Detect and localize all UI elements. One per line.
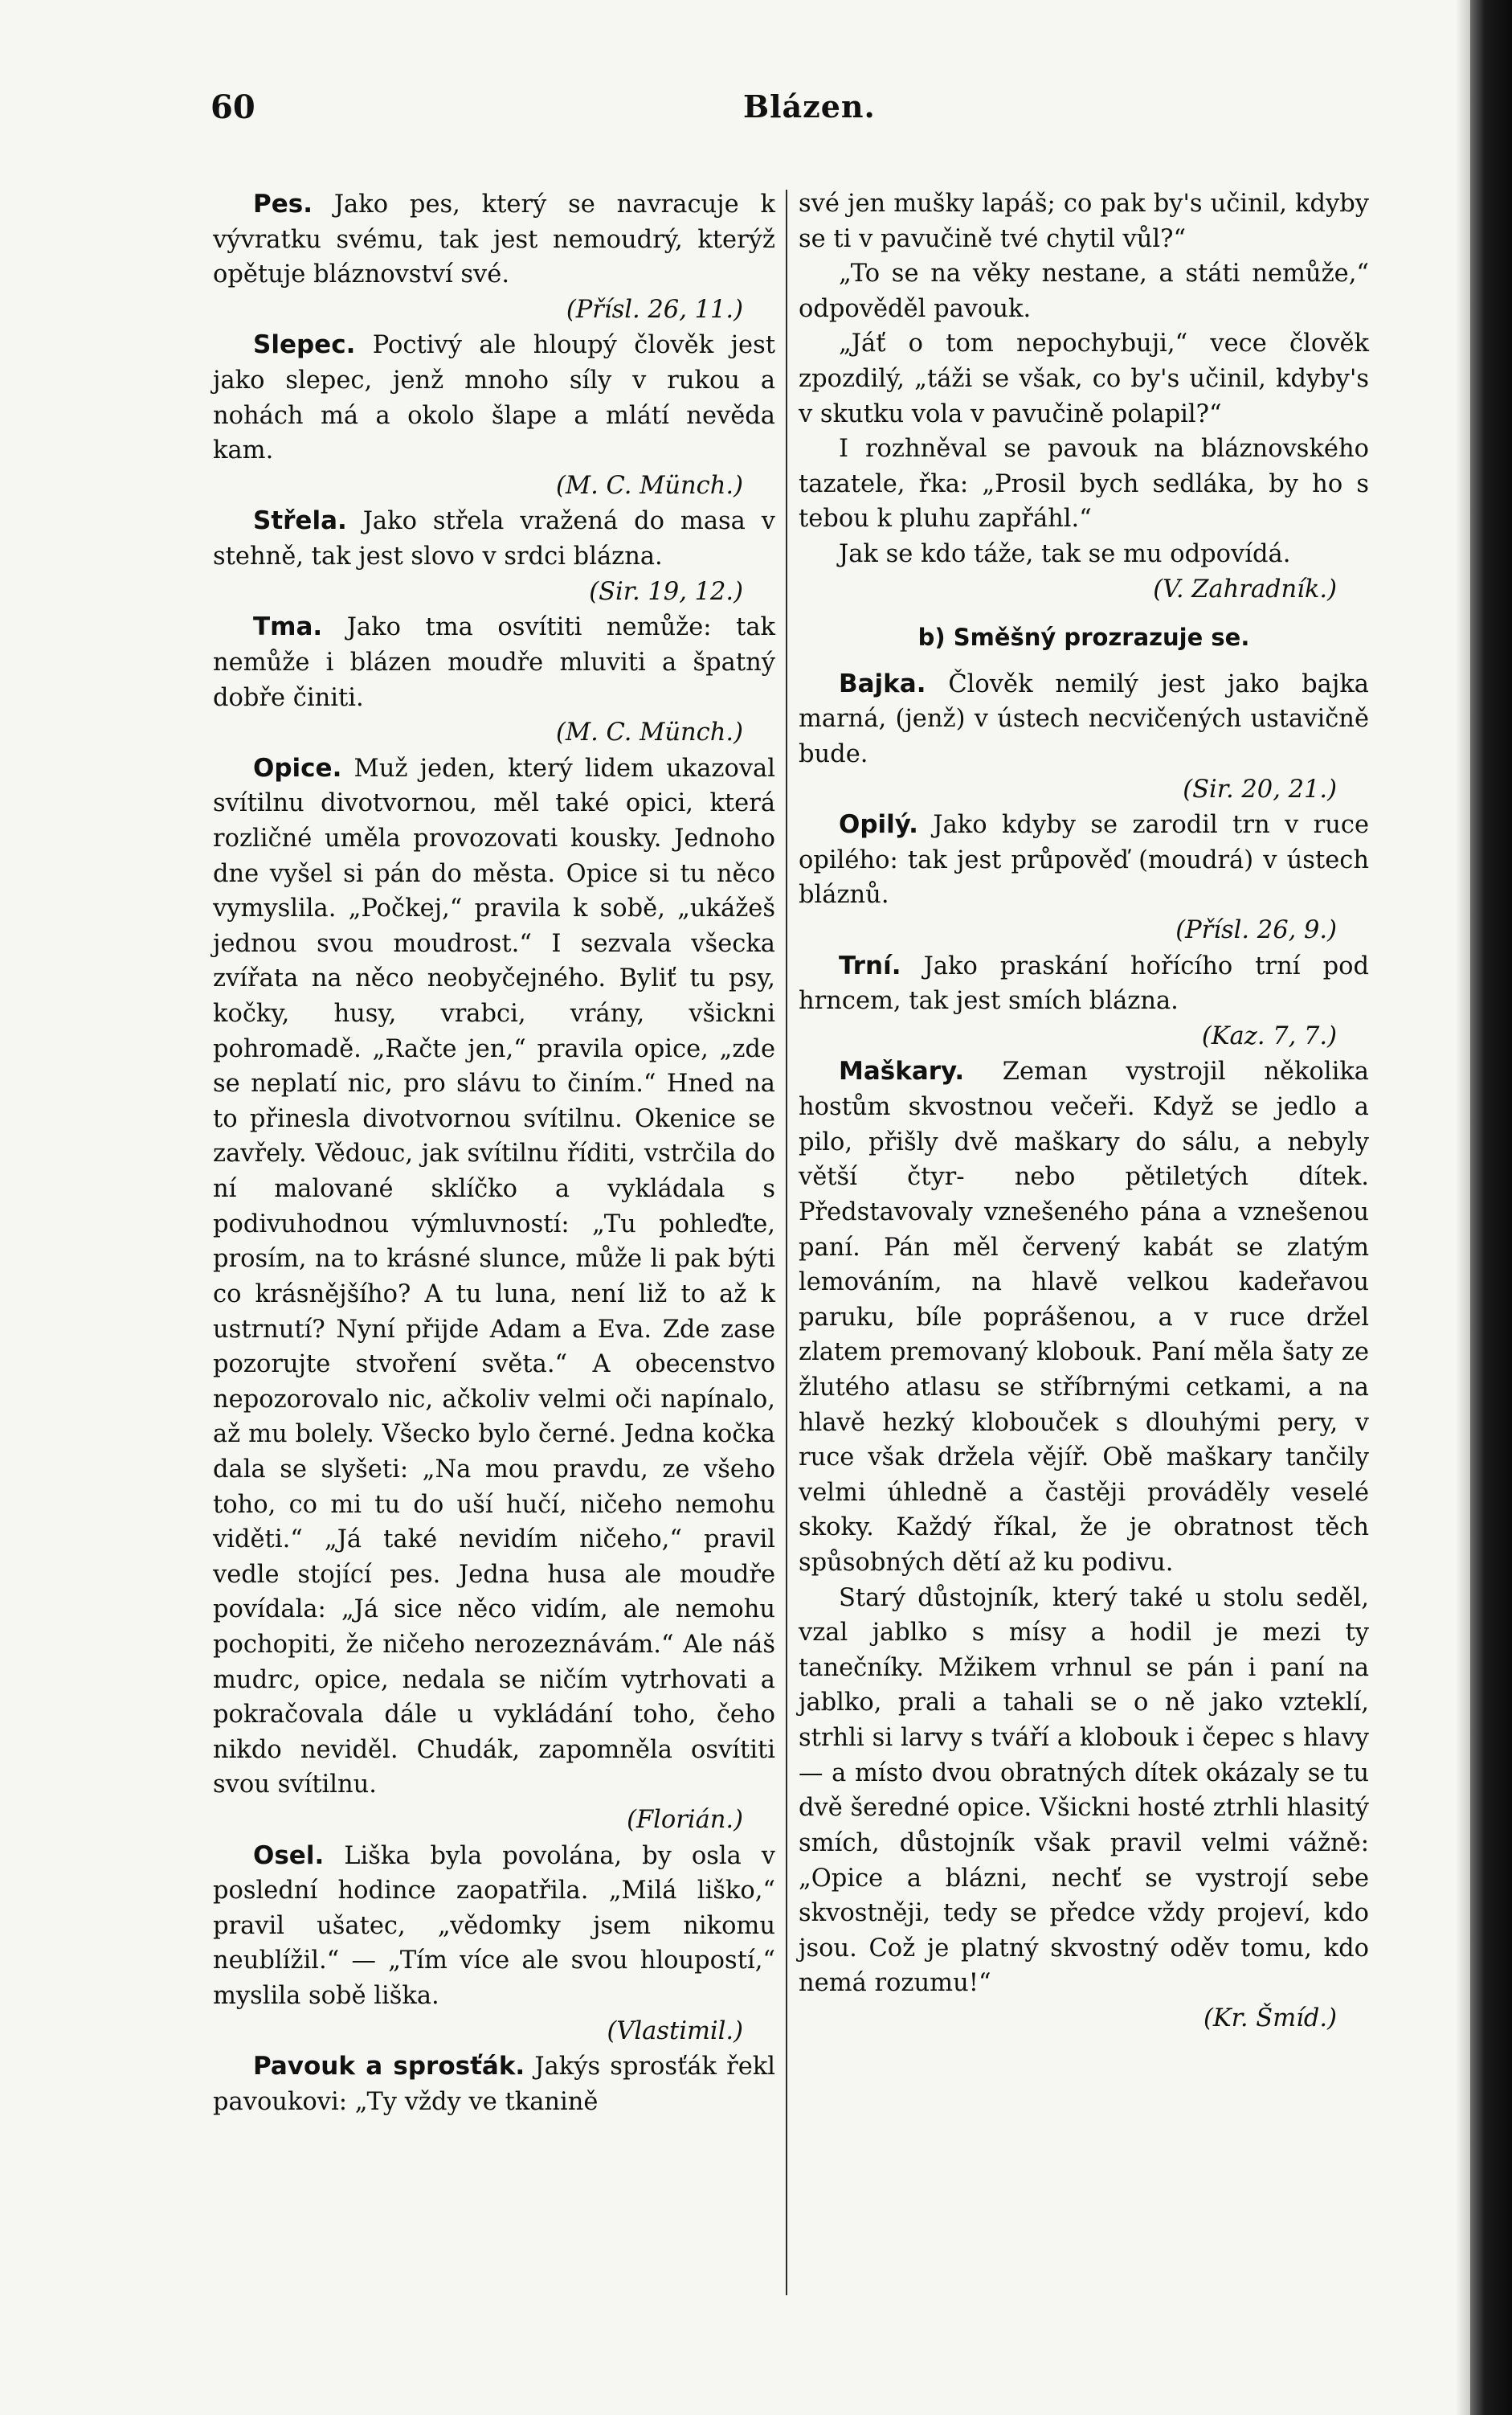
entry-opice [213,751,775,1803]
paragraph: „Jáť o tom nepochybuji,“ vece člověk zpozdilý, „táži se však, co by's učinil, kdyby's v skutku vola v pavučině polapil?“ [799,330,1369,428]
running-title: Blázen. [743,88,876,125]
entry-text: Zeman vystrojil několika hostům skvostnou večeři. Když se jedlo a pilo, přišly dvě maškary do sálu, a nebyly větší čtyr- nebo pětiletých dítek. Představovaly vznešeného pána a vznešenou paní. Pán měl červený kabát se zlatým lemováním, na hlavě velkou kadeřavou paruku, bíle poprášenou, a v ruce držel zlatem premovaný klobouk. Paní měla šaty ze žlutého atlasu se stříbrnými cetkami, a na hlavě hezký klobouček s dlouhými pery, v ruce však držela vějíř. Obě maškary tančily velmi úhledně a častěji prováděly veselé skoky. Každý říkal, že je obratnost těch spůsobných dětí až ku podivu. [799,1058,1369,1578]
paragraph: „To se na věky nestane, a státi nemůže,“ odpověděl pavouk. [799,260,1369,323]
entry-strela [213,503,775,574]
citation: (M. C. Münch.) [556,471,743,500]
citation: (Přísl. 26, 11.) [566,295,743,324]
citation: (Vlastimil.) [607,2016,743,2045]
headword: Slepec. [253,330,356,360]
citation: (Kr. Šmíd.) [1203,2004,1337,2032]
entry-text: Liška byla povolána, by osla v poslední hodince zaopatřila. „Milá liško,“ pravil ušatec, „vědomky jsem nikomu neublížil.“ — „Tím více ale svou hloupostí,“ myslila sobě liška. [213,1841,775,2011]
entry-trni [799,948,1369,1019]
paragraph: Jak se kdo táže, tak se mu odpovídá. [839,540,1291,569]
entry-text: Jako střela vražená do masa v stehně, tak jest slovo v srdci blázna. [213,507,775,571]
entry-opily [799,807,1369,913]
paragraph: I rozhněval se pavouk na bláznovského tazatele, řka: „Prosil bych sedláka, by ho s tebou k pluhu zapřáhl.“ [799,435,1369,534]
entry-text: Jako praskání hořícího trní pod hrncem, tak jest smích blázna. [799,952,1369,1016]
entry-text: Jako kdyby se zarodil trn v ruce opilého: tak jest průpověď (moudrá) v ústech bláznů. [799,811,1369,910]
citation: (V. Zahradník.) [1153,575,1337,604]
entry-bajka [799,666,1369,772]
page-header [0,88,1428,137]
headword: Opilý. [839,810,918,840]
headword: Trní. [839,951,901,980]
entry-maskary [799,1054,1369,1580]
entry-text: Poctivý ale hloupý člověk jest jako slepec, jenž mnoho síly v rukou a nohách má a okolo šlape a mlátí nevěda kam. [213,331,775,465]
page-edge [1456,0,1470,2415]
citation: (M. C. Münch.) [556,718,743,747]
page-number: 60 [210,88,255,126]
headword: Tma. [253,612,323,642]
entry-text: Jako tma osvítiti nemůže: tak nemůže i blázen moudře mluviti a špatný dobře činiti. [213,613,775,712]
citation: (Sir. 20, 21.) [1183,775,1337,804]
entry-tma [213,609,775,715]
entry-text: Jako pes, který se navracuje k vývratku svému, tak jest nemoudrý, kterýž opětuje bláznovství své. [213,190,775,289]
entry-pavouk-continued: své jen mušky lapáš; co pak by's učinil, kdyby se ti v pavučině tvé chytil vůl?“ [799,190,1369,253]
citation: (Sir. 19, 12.) [589,577,743,606]
paragraph: Starý důstojník, který také u stolu seděl, vzal jablko s mísy a hodil je mezi ty tanečníky. Mžikem vrhnul se pán i paní na jablko, prali a tahali se o ně jako vzteklí, strhli si larvy s tváří a klobouk i čepec s hlavy — a místo dvou obratných dítek okázaly se tu dvě šeredné opice. Všickni hosté ztrhli hlasitý smích, důstojník však pravil velmi vážně: „Opice a blázni, nechť se vystrojí sebe skvostněji, tedy se předce vždy projeví, kdo jsou. Což je platný skvostný oděv tomu, kdo nemá rozumu!“ [799,1583,1369,1998]
entry-text: Muž jeden, který lidem ukazoval svítilnu divotvornou, měl také opici, která rozličné uměla provozovati kousky. Jednoho dne vyšel si pán do města. Opice si tu něco vymyslila. „Počkej,“ pravila k sobě, „ukážeš jednou svou moudrost.“ I sezvala všecka zvířata na něco neobyčejného. Byliť tu psy, kočky, husy, vrabci, vrány, všickni pohromadě. „Račte jen,“ pravila opice, „zde se neplatí nic, pro slávu to činím.“ Hned na to přinesla divotvornou svítilnu. Okenice se zavřely. Vědouc, jak svítilnu říditi, vstrčila do ní malované sklíčko a vykládala s podivuhodnou výmluvností: „Tu pohleďte, prosím, na to krásné slunce, může li pak býti co krásnějšího? A tu luna, není liž to až k ustrnutí? Nyní přijde Adam a Eva. Zde zase pozorujte stvoření světa.“ A obecenstvo nepozorovalo nic, ačkoliv velmi oči napínalo, až mu bolely. Všecko bylo černé. Jedna kočka dala se slyšeti: „Na mou pravdu, ze všeho toho, co mi tu do uší hučí, ničeho nemohu viděti.“ „Já také nevidím ničeho,“ pravil vedle stojící pes. Jedna husa ale moudře povídala: „Já sice něco vidím, ale nemohu pochopiti, že ničeho nerozeznávám.“ Ale náš mudrc, opice, nedala se ničím vytrhovati a pokračovala dále u vykládání toho, čeho nikdo neviděl. Chudák, zapomněla osvítiti svou svítilnu. [213,754,775,1799]
headword: Bajka. [839,669,926,698]
entry-slepec [213,327,775,468]
section-heading: b) Směšný prozrazuje se. [917,624,1250,652]
column-divider [786,190,787,2295]
entry-pes [213,186,775,293]
left-column [213,186,775,2120]
scan-border [1470,0,1512,2415]
headword: Maškary. [839,1057,965,1087]
citation: (Kaz. 7, 7.) [1201,1021,1337,1050]
entry-osel [213,1838,775,2014]
headword: Osel. [253,1840,325,1870]
citation: (Přísl. 26, 9.) [1175,916,1337,945]
headword: Pavouk a sprosťák. [253,2052,525,2081]
right-column [799,186,1369,2036]
entry-text: Člověk nemilý jest jako bajka marná, (jenž) v ústech necvičených ustavičně bude. [799,669,1369,768]
citation: (Florián.) [627,1806,743,1835]
entry-pavouk [213,2049,775,2119]
headword: Opice. [253,753,342,783]
headword: Pes. [253,190,313,219]
entry-text: Jakýs sprosťák řekl pavoukovi: „Ty vždy ve tkanině [213,2053,775,2116]
headword: Střela. [253,506,347,536]
